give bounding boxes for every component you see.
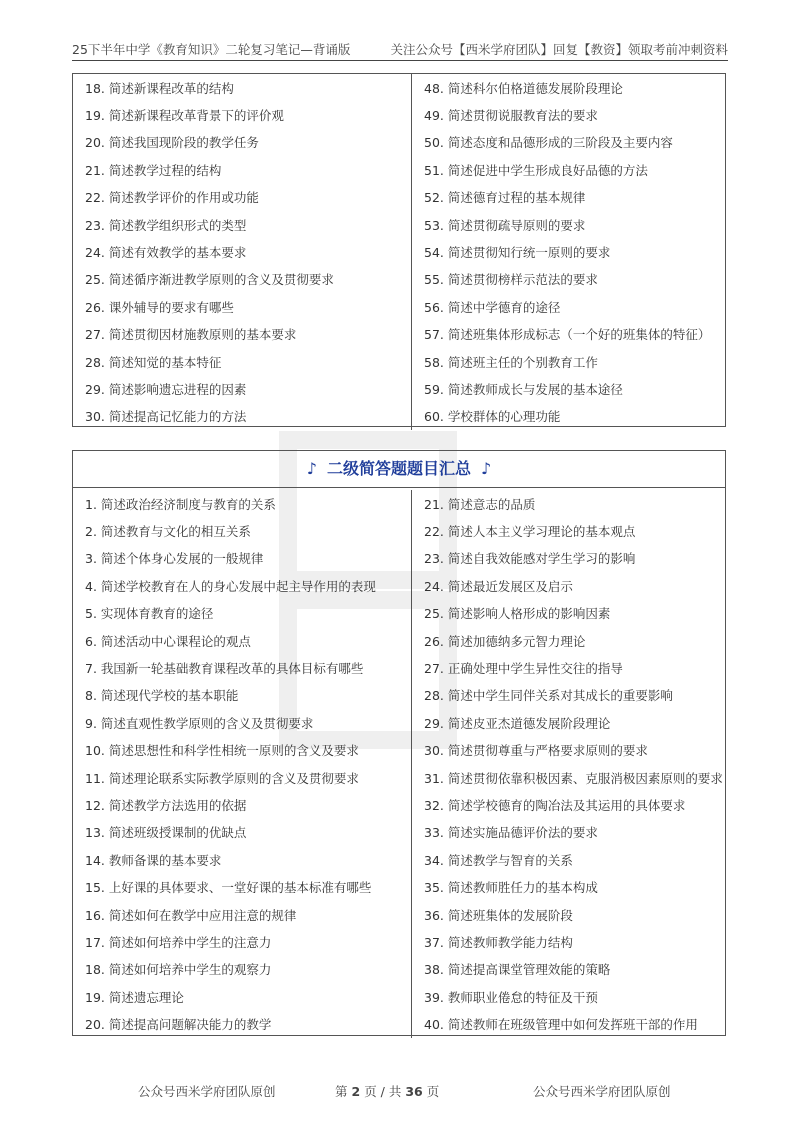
table-row [73,266,725,293]
table-row [73,956,725,983]
question-item: 28. 简述知觉的基本特征 [73,348,412,375]
question-item: 56. 简述中学德育的途径 [424,299,561,315]
question-item: 1. 简述政治经济制度与教育的关系 [73,490,412,517]
question-item: 19. 简述遗忘理论 [73,983,412,1010]
question-item: 25. 简述循序渐进教学原则的含义及贯彻要求 [73,266,412,293]
question-item: 34. 简述教学与智育的关系 [424,852,573,868]
table-row [73,545,725,572]
question-item: 23. 简述教学组织形式的类型 [73,211,412,238]
question-item: 5. 实现体育教育的途径 [73,600,412,627]
header-promo: 关注公众号【西米学府团队】回复【教资】领取考前冲刺资料 [390,42,728,57]
question-item: 20. 简述提高问题解决能力的教学 [73,1010,412,1037]
page-header [72,36,728,61]
table-row [73,348,725,375]
table-row [73,1010,725,1037]
music-note-icon: ♪ [481,459,492,478]
question-item: 6. 简述活动中心课程论的观点 [73,627,412,654]
section-title-text: 二级简答题题目汇总 [326,459,471,478]
table-row [73,572,725,599]
question-item: 38. 简述提高课堂管理效能的策略 [424,962,611,978]
question-item: 53. 简述贯彻疏导原则的要求 [424,217,586,233]
question-item: 39. 教师职业倦怠的特征及干预 [424,989,598,1005]
question-item: 32. 简述学校德育的陶冶法及其运用的具体要求 [424,797,686,813]
table-row [73,819,725,846]
question-item: 52. 简述德育过程的基本规律 [424,190,586,206]
page-footer [0,1082,800,1102]
question-list-second-level [72,450,726,1036]
table-row [73,129,725,156]
question-item: 40. 简述教师在班级管理中如何发挥班干部的作用 [424,1017,698,1033]
question-item: 9. 简述直观性教学原则的含义及贯彻要求 [73,709,412,736]
table-row [73,600,725,627]
question-item: 11. 简述理论联系实际教学原则的含义及贯彻要求 [73,764,412,791]
question-item: 17. 简述如何培养中学生的注意力 [73,928,412,955]
table-row [73,184,725,211]
question-item: 51. 简述促进中学生形成良好品德的方法 [424,162,648,178]
question-item: 37. 简述教师教学能力结构 [424,934,573,950]
question-item: 29. 简述皮亚杰道德发展阶段理论 [424,715,611,731]
table-row [73,846,725,873]
question-table-first-level [73,74,725,430]
question-item: 19. 简述新课程改革背景下的评价观 [73,101,412,128]
question-item: 58. 简述班主任的个别教育工作 [424,354,598,370]
question-item: 50. 简述态度和品德形成的三阶段及主要内容 [424,135,673,151]
footer-left-credit: 公众号西米学府团队原创 [138,1084,276,1099]
question-item: 57. 简述班集体形成标志（一个好的班集体的特征） [424,327,711,343]
question-item: 18. 简述新课程改革的结构 [73,74,412,101]
table-row [73,873,725,900]
table-row [73,156,725,183]
question-item: 18. 简述如何培养中学生的观察力 [73,956,412,983]
question-item: 29. 简述影响遗忘进程的因素 [73,375,412,402]
question-item: 28. 简述中学生同伴关系对其成长的重要影响 [424,688,673,704]
table-row [73,928,725,955]
question-item: 2. 简述教育与文化的相互关系 [73,517,412,544]
question-item: 26. 简述加德纳多元智力理论 [424,633,586,649]
question-item: 15. 上好课的具体要求、一堂好课的基本标准有哪些 [73,873,412,900]
table-row [73,737,725,764]
question-item: 21. 简述教学过程的结构 [73,156,412,183]
table-row [73,293,725,320]
question-item: 55. 简述贯彻榜样示范法的要求 [424,272,598,288]
music-note-icon: ♪ [306,459,317,478]
footer-right-credit: 公众号西米学府团队原创 [533,1084,671,1099]
table-row [73,709,725,736]
question-item: 8. 简述现代学校的基本职能 [73,682,412,709]
question-item: 30. 简述贯彻尊重与严格要求原则的要求 [424,743,648,759]
question-item: 60. 学校群体的心理功能 [424,409,561,425]
page-number: 第 2 页 / 共 36 页 [335,1084,440,1099]
question-item: 25. 简述影响人格形成的影响因素 [424,606,611,622]
question-item: 12. 简述教学方法选用的依据 [73,791,412,818]
section-title [73,451,725,488]
table-row [73,403,725,430]
table-row [73,321,725,348]
question-item: 33. 简述实施品德评价法的要求 [424,825,598,841]
table-row [73,375,725,402]
table-row [73,238,725,265]
question-item: 21. 简述意志的品质 [424,496,536,512]
question-item: 14. 教师备课的基本要求 [73,846,412,873]
table-row [73,764,725,791]
question-item: 49. 简述贯彻说服教育法的要求 [424,108,598,124]
question-item: 35. 简述教师胜任力的基本构成 [424,880,598,896]
question-item: 23. 简述自我效能感对学生学习的影响 [424,551,636,567]
question-item: 22. 简述教学评价的作用或功能 [73,184,412,211]
question-item: 4. 简述学校教育在人的身心发展中起主导作用的表现 [73,572,412,599]
question-item: 13. 简述班级授课制的优缺点 [73,819,412,846]
question-item: 24. 简述最近发展区及启示 [424,578,573,594]
question-item: 3. 简述个体身心发展的一般规律 [73,545,412,572]
question-item: 27. 正确处理中学生异性交往的指导 [424,661,623,677]
question-item: 54. 简述贯彻知行统一原则的要求 [424,245,611,261]
table-row [73,627,725,654]
question-item: 20. 简述我国现阶段的教学任务 [73,129,412,156]
question-item: 22. 简述人本主义学习理论的基本观点 [424,524,636,540]
table-row [73,654,725,681]
table-row [73,682,725,709]
question-item: 24. 简述有效教学的基本要求 [73,238,412,265]
table-row [73,517,725,544]
header-title: 25下半年中学《教育知识》二轮复习笔记—背诵版 [72,42,351,57]
table-row [73,901,725,928]
question-item: 27. 简述贯彻因材施教原则的基本要求 [73,321,412,348]
question-item: 26. 课外辅导的要求有哪些 [73,293,412,320]
question-item: 36. 简述班集体的发展阶段 [424,907,573,923]
question-table-second-level [73,490,725,1038]
table-row [73,74,725,101]
table-row [73,983,725,1010]
table-row [73,211,725,238]
question-item: 10. 简述思想性和科学性相统一原则的含义及要求 [73,737,412,764]
question-item: 31. 简述贯彻依靠积极因素、克服消极因素原则的要求 [424,770,723,786]
question-item: 59. 简述教师成长与发展的基本途径 [424,381,623,397]
question-item: 48. 简述科尔伯格道德发展阶段理论 [424,80,623,96]
table-row [73,490,725,517]
question-item: 16. 简述如何在教学中应用注意的规律 [73,901,412,928]
table-row [73,791,725,818]
question-item: 7. 我国新一轮基础教育课程改革的具体目标有哪些 [73,654,412,681]
question-list-first-level [72,73,726,427]
question-item: 30. 简述提高记忆能力的方法 [73,403,412,430]
table-row [73,101,725,128]
